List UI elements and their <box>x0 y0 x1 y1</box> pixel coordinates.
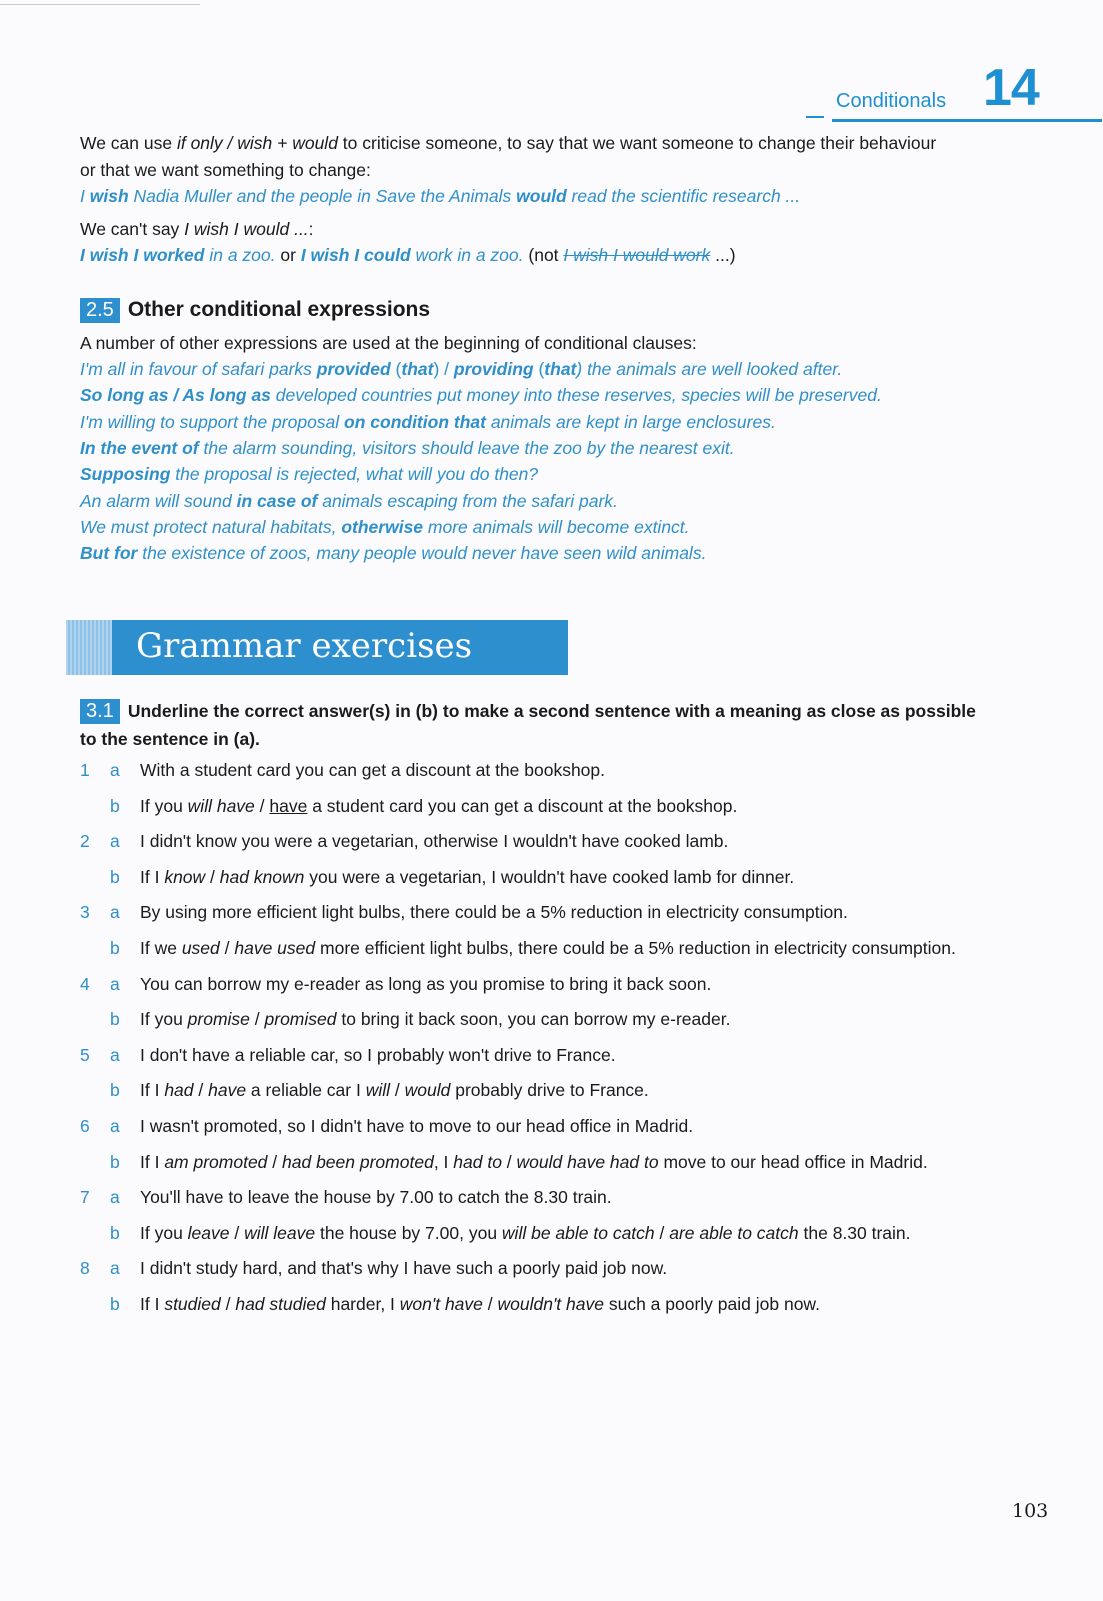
instruction-line-2: to the sentence in (a). <box>80 729 260 749</box>
text-segment: I didn't study hard, and that's why I have such a poorly paid job now. <box>140 1258 668 1279</box>
header-rule-accent <box>806 116 824 118</box>
conditional-example <box>80 356 842 383</box>
text-segment: used <box>181 938 220 958</box>
text-segment: With a student card you can get a discount at the bookshop. <box>140 760 606 780</box>
exercise-instruction <box>80 697 976 753</box>
conditional-example <box>80 435 735 462</box>
item-number: 8 <box>80 1258 90 1279</box>
intro-example-1 <box>80 183 800 210</box>
text-segment: had to <box>453 1151 502 1172</box>
intro-text: We can use <box>80 133 177 153</box>
item-letter: a <box>110 973 120 994</box>
text-segment: will <box>365 1080 391 1101</box>
banner-stripe <box>66 620 112 675</box>
text-segment: Nadia Muller and the people in Save the Animals <box>128 186 517 206</box>
item-letter: b <box>110 866 120 887</box>
not-text: (not <box>523 245 564 265</box>
instruction-line-1: Underline the correct answer(s) in (b) to make a second sentence with a meaning as close as possible <box>127 701 976 721</box>
chapter-number: 14 <box>983 59 1039 117</box>
item-number: 4 <box>80 973 90 994</box>
answer-sentence[interactable] <box>140 1076 649 1104</box>
text-segment: had known <box>219 866 305 887</box>
text-segment: to bring it back soon, you can borrow my e-reader. <box>336 1009 731 1030</box>
item-letter: b <box>110 1080 120 1101</box>
text-segment: If I <box>140 866 165 887</box>
answer-sentence[interactable] <box>140 1005 730 1033</box>
item-letter: b <box>110 1222 120 1243</box>
text-segment: / <box>390 1080 405 1101</box>
text-segment: If you <box>140 795 188 816</box>
section-heading <box>80 296 430 323</box>
text-segment: If we <box>140 938 182 958</box>
text-segment: You'll have to leave the house by 7.00 to catch the 8.30 train. <box>140 1187 612 1208</box>
original-sentence <box>140 1254 667 1282</box>
item-letter: a <box>110 831 120 852</box>
text-segment: have <box>269 795 308 816</box>
text-segment: promise <box>187 1009 250 1030</box>
text-segment: studied <box>164 1294 221 1314</box>
ellipsis-text: ...) <box>710 245 736 265</box>
text-segment: won't have <box>399 1294 483 1314</box>
cant-say-line <box>80 216 314 243</box>
text-segment: that <box>401 359 434 379</box>
answer-sentence[interactable] <box>140 1219 911 1247</box>
conditional-example <box>80 409 776 436</box>
text-segment: / <box>254 795 270 816</box>
item-number: 6 <box>80 1116 90 1136</box>
text-segment: / <box>482 1294 498 1314</box>
original-sentence <box>140 1183 612 1211</box>
text-segment: move to our head office in Madrid. <box>658 1151 928 1172</box>
conditional-example <box>80 514 690 541</box>
text-segment: We must protect natural habitats, <box>80 516 342 537</box>
text-segment: / <box>193 1080 209 1101</box>
text-segment: I don't have a reliable car, so I probably won't drive to France. <box>140 1044 616 1065</box>
text-segment: promised <box>264 1009 337 1030</box>
text-segment: I'm willing to support the proposal <box>80 411 345 432</box>
text-segment: otherwise <box>341 516 424 537</box>
text-segment: If I <box>140 1080 165 1101</box>
page-number: 103 <box>1012 1500 1049 1522</box>
text-segment: the existence of zoos, many people would never have seen wild animals. <box>137 543 707 564</box>
item-number: 5 <box>80 1044 90 1065</box>
text-segment: ) / <box>433 359 454 379</box>
intro-emphasis: if only / wish + would <box>176 133 338 153</box>
text-segment: provided <box>316 359 391 379</box>
text-segment: I wasn't promoted, so I didn't have to move to our head office in Madrid. <box>140 1116 694 1136</box>
text-segment: the alarm sounding, visitors should leave the zoo by the nearest exit. <box>198 437 735 458</box>
section-heading-title: Other conditional expressions <box>127 298 431 321</box>
conditional-example <box>80 382 882 409</box>
exercise-badge: 3.1 <box>80 699 120 724</box>
text-segment: , I <box>433 1151 454 1172</box>
item-number: 1 <box>80 760 90 780</box>
text-segment: leave <box>187 1222 230 1243</box>
text-segment: Supposing <box>80 464 171 485</box>
text-segment: By using more efficient light bulbs, there could be a 5% reduction in electricity consumption. <box>140 902 848 923</box>
text-segment: will leave <box>244 1222 316 1243</box>
text-segment: are able to catch <box>669 1222 799 1243</box>
item-letter: b <box>110 1151 120 1172</box>
text-segment: animals are kept in large enclosures. <box>485 411 776 432</box>
text-segment: the proposal is rejected, what will you do then? <box>170 464 539 485</box>
text-segment: So long as / As long as <box>80 385 271 406</box>
conditional-example <box>80 461 538 488</box>
section-title: Conditionals <box>836 90 947 112</box>
banner-title: Grammar exercises <box>136 626 473 666</box>
intro-example-2 <box>80 242 736 269</box>
text-segment: If you <box>140 1009 188 1030</box>
text-segment: If you <box>140 1222 188 1243</box>
original-sentence <box>140 756 605 784</box>
text-segment: I'm all in favour of safari parks <box>80 359 317 379</box>
top-border-line <box>0 4 200 5</box>
text-segment: If I <box>140 1151 165 1172</box>
section-intro: A number of other expressions are used at the beginning of conditional clauses: <box>80 333 697 353</box>
text-segment: on condition that <box>344 411 486 432</box>
text-segment: the 8.30 train. <box>798 1222 911 1243</box>
text-segment: a reliable car I <box>246 1080 366 1101</box>
answer-sentence[interactable] <box>140 792 737 820</box>
intro-line-2: or that we want something to change: <box>80 160 371 180</box>
text-segment: had been promoted <box>282 1151 434 1172</box>
original-sentence <box>140 1041 616 1069</box>
intro-text: to criticise someone, to say that we want someone to change their behaviour <box>337 133 937 153</box>
item-letter: a <box>110 1187 120 1208</box>
text-segment: I didn't know you were a vegetarian, otherwise I wouldn't have cooked lamb. <box>140 831 729 852</box>
text-segment: I <box>80 186 90 206</box>
text-segment: wouldn't have <box>497 1294 604 1314</box>
cant-say-colon: : <box>308 219 314 239</box>
text-segment: the house by 7.00, you <box>315 1222 502 1243</box>
original-sentence <box>140 970 711 998</box>
text-segment: would <box>404 1080 451 1101</box>
text-segment: more efficient light bulbs, there could be a 5% reduction in electricity consumption. <box>315 938 956 958</box>
struck-example: I wish I would work <box>563 245 711 265</box>
text-segment: ) the animals are well looked after. <box>576 359 843 379</box>
text-segment: / <box>205 866 220 887</box>
text-segment: If I <box>140 1294 165 1314</box>
original-sentence <box>140 827 728 855</box>
original-sentence <box>140 1112 693 1140</box>
item-letter: a <box>110 902 120 923</box>
text-segment: read the scientific research ... <box>566 186 801 206</box>
answer-sentence[interactable] <box>140 1148 928 1176</box>
text-segment: would have had to <box>516 1151 659 1172</box>
text-segment: have <box>208 1080 247 1101</box>
text-segment: harder, I <box>325 1294 400 1314</box>
answer-sentence[interactable] <box>140 1290 820 1318</box>
text-segment: You can borrow my e-reader as long as you promise to bring it back soon. <box>140 973 712 994</box>
text-segment: An alarm will sound <box>80 490 237 511</box>
example-bold: I wish I worked <box>80 245 205 265</box>
item-letter: a <box>110 1116 120 1136</box>
cant-say-emphasis: I wish I would ... <box>184 219 309 239</box>
text-segment: in case of <box>236 490 318 511</box>
text-segment: had <box>164 1080 194 1101</box>
example-text: in a zoo. <box>204 245 276 265</box>
text-segment: such a poorly paid job now. <box>603 1294 820 1314</box>
item-letter: b <box>110 1009 120 1030</box>
text-segment: know <box>164 866 206 887</box>
text-segment: But for <box>80 543 138 564</box>
text-segment: / <box>249 1009 265 1030</box>
text-segment: that <box>544 359 577 379</box>
text-segment: / <box>219 938 235 958</box>
conditional-example <box>80 540 706 567</box>
original-sentence <box>140 898 848 926</box>
answer-sentence[interactable] <box>140 934 956 962</box>
text-segment: / <box>654 1222 670 1243</box>
text-segment: ( <box>390 359 402 379</box>
item-letter: b <box>110 795 120 816</box>
text-segment: more animals will become extinct. <box>423 516 690 537</box>
or-text: or <box>275 245 301 265</box>
text-segment: / <box>220 1294 236 1314</box>
text-segment: In the event of <box>80 437 199 458</box>
text-segment: am promoted <box>164 1151 268 1172</box>
item-number: 7 <box>80 1187 90 1208</box>
example-text: work in a zoo. <box>410 245 524 265</box>
item-letter: a <box>110 1258 120 1279</box>
item-letter: a <box>110 1044 120 1065</box>
text-segment: you were a vegetarian, I wouldn't have cooked lamb for dinner. <box>304 866 795 887</box>
cant-say-text: We can't say <box>80 219 185 239</box>
intro-line-1 <box>80 130 936 157</box>
text-segment: / <box>229 1222 245 1243</box>
text-segment: had studied <box>235 1294 326 1314</box>
section-badge: 2.5 <box>80 298 120 323</box>
item-number: 2 <box>80 831 90 852</box>
text-segment: have used <box>234 938 316 958</box>
text-segment: / <box>501 1151 517 1172</box>
item-letter: a <box>110 760 120 780</box>
text-segment: animals escaping from the safari park. <box>317 490 618 511</box>
answer-sentence[interactable] <box>140 863 794 891</box>
text-segment: ( <box>533 359 545 379</box>
item-number: 3 <box>80 902 90 923</box>
text-segment: / <box>267 1151 283 1172</box>
text-segment: probably drive to France. <box>450 1080 649 1101</box>
text-segment: wish <box>89 186 129 206</box>
text-segment: will be able to catch <box>501 1222 655 1243</box>
text-segment: a student card you can get a discount at the bookshop. <box>307 795 738 816</box>
item-letter: b <box>110 1294 120 1314</box>
text-segment: developed countries put money into these reserves, species will be preserved. <box>270 385 882 406</box>
text-segment: will have <box>187 795 255 816</box>
conditional-example <box>80 488 618 515</box>
example-bold: I wish I could <box>300 245 411 265</box>
text-segment: would <box>516 186 567 206</box>
text-segment: providing <box>453 359 534 379</box>
header-rule <box>832 119 1102 122</box>
item-letter: b <box>110 938 120 958</box>
